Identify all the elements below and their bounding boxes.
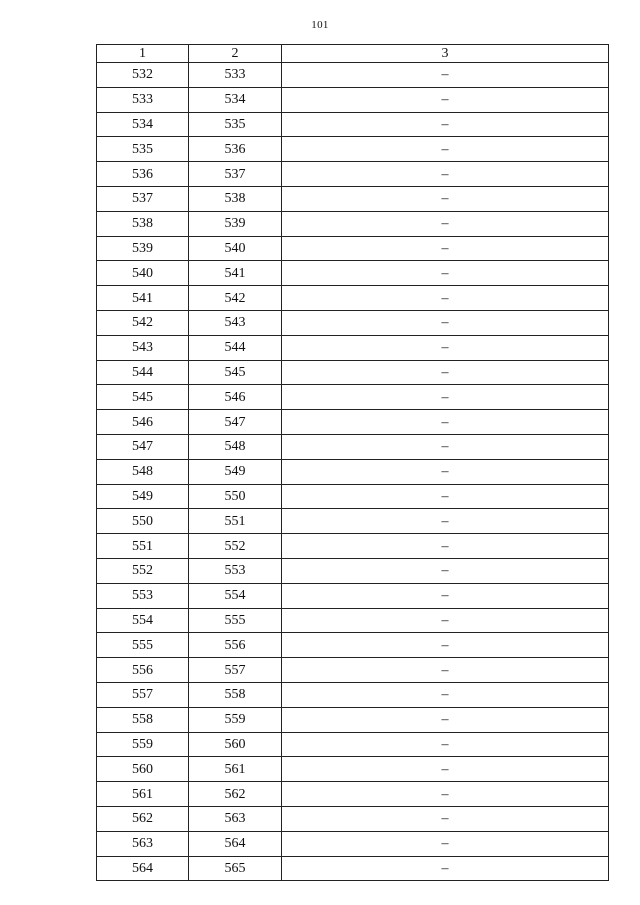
cell-col-2: 536 <box>189 137 282 162</box>
cell-col-3: – <box>282 87 609 112</box>
cell-col-2: 556 <box>189 633 282 658</box>
table-row <box>97 806 609 831</box>
table-row <box>97 459 609 484</box>
cell-col-1: 555 <box>97 633 189 658</box>
table-row <box>97 211 609 236</box>
cell-col-3: – <box>282 509 609 534</box>
cell-col-3: – <box>282 360 609 385</box>
cell-col-2: 564 <box>189 831 282 856</box>
cell-col-2: 560 <box>189 732 282 757</box>
cell-col-1: 554 <box>97 608 189 633</box>
cell-col-1: 539 <box>97 236 189 261</box>
cell-col-2: 537 <box>189 162 282 187</box>
table-row <box>97 261 609 286</box>
cell-col-3: – <box>282 732 609 757</box>
cell-col-2: 549 <box>189 459 282 484</box>
table-row <box>97 782 609 807</box>
cell-col-3: – <box>282 286 609 311</box>
cell-col-1: 546 <box>97 410 189 435</box>
table-row <box>97 831 609 856</box>
cell-col-3: – <box>282 261 609 286</box>
table-row <box>97 707 609 732</box>
table-row <box>97 732 609 757</box>
table-header <box>97 45 609 63</box>
cell-col-3: – <box>282 310 609 335</box>
table-row <box>97 633 609 658</box>
cell-col-3: – <box>282 782 609 807</box>
table-row <box>97 87 609 112</box>
cell-col-2: 546 <box>189 385 282 410</box>
cell-col-3: – <box>282 757 609 782</box>
cell-col-3: – <box>282 335 609 360</box>
cell-col-2: 558 <box>189 682 282 707</box>
cell-col-1: 564 <box>97 856 189 881</box>
cell-col-1: 538 <box>97 211 189 236</box>
cell-col-2: 557 <box>189 658 282 683</box>
cell-col-2: 538 <box>189 186 282 211</box>
table-row <box>97 757 609 782</box>
cell-col-3: – <box>282 236 609 261</box>
cell-col-1: 558 <box>97 707 189 732</box>
cell-col-1: 544 <box>97 360 189 385</box>
column-header-2: 2 <box>189 45 282 63</box>
cell-col-2: 534 <box>189 87 282 112</box>
cell-col-3: – <box>282 459 609 484</box>
table-row <box>97 236 609 261</box>
cell-col-2: 561 <box>189 757 282 782</box>
cell-col-2: 535 <box>189 112 282 137</box>
table-row <box>97 534 609 559</box>
cell-col-3: – <box>282 484 609 509</box>
cell-col-2: 548 <box>189 434 282 459</box>
cell-col-2: 547 <box>189 410 282 435</box>
cell-col-3: – <box>282 410 609 435</box>
cell-col-1: 534 <box>97 112 189 137</box>
table-row <box>97 682 609 707</box>
cell-col-3: – <box>282 137 609 162</box>
cell-col-3: – <box>282 658 609 683</box>
cell-col-1: 532 <box>97 63 189 88</box>
cell-col-1: 549 <box>97 484 189 509</box>
cell-col-1: 542 <box>97 310 189 335</box>
cell-col-3: – <box>282 707 609 732</box>
data-table <box>96 44 609 881</box>
cell-col-3: – <box>282 682 609 707</box>
cell-col-1: 553 <box>97 583 189 608</box>
cell-col-2: 543 <box>189 310 282 335</box>
cell-col-2: 540 <box>189 236 282 261</box>
table-row <box>97 434 609 459</box>
cell-col-1: 545 <box>97 385 189 410</box>
table-row <box>97 335 609 360</box>
cell-col-2: 565 <box>189 856 282 881</box>
cell-col-2: 554 <box>189 583 282 608</box>
cell-col-1: 561 <box>97 782 189 807</box>
table-row <box>97 385 609 410</box>
table-body <box>97 63 609 881</box>
table-row <box>97 360 609 385</box>
cell-col-2: 541 <box>189 261 282 286</box>
cell-col-1: 533 <box>97 87 189 112</box>
cell-col-2: 563 <box>189 806 282 831</box>
cell-col-3: – <box>282 434 609 459</box>
cell-col-2: 562 <box>189 782 282 807</box>
cell-col-1: 540 <box>97 261 189 286</box>
table-row <box>97 608 609 633</box>
cell-col-2: 544 <box>189 335 282 360</box>
table-row <box>97 484 609 509</box>
cell-col-3: – <box>282 831 609 856</box>
cell-col-3: – <box>282 633 609 658</box>
cell-col-1: 541 <box>97 286 189 311</box>
cell-col-1: 535 <box>97 137 189 162</box>
table-row <box>97 310 609 335</box>
cell-col-3: – <box>282 63 609 88</box>
cell-col-3: – <box>282 608 609 633</box>
cell-col-3: – <box>282 806 609 831</box>
table-row <box>97 137 609 162</box>
cell-col-1: 550 <box>97 509 189 534</box>
cell-col-3: – <box>282 856 609 881</box>
cell-col-3: – <box>282 186 609 211</box>
cell-col-2: 542 <box>189 286 282 311</box>
table-row <box>97 286 609 311</box>
cell-col-3: – <box>282 583 609 608</box>
cell-col-1: 557 <box>97 682 189 707</box>
cell-col-1: 551 <box>97 534 189 559</box>
cell-col-3: – <box>282 534 609 559</box>
cell-col-3: – <box>282 112 609 137</box>
cell-col-2: 545 <box>189 360 282 385</box>
cell-col-2: 559 <box>189 707 282 732</box>
cell-col-3: – <box>282 162 609 187</box>
table-row <box>97 162 609 187</box>
cell-col-3: – <box>282 558 609 583</box>
cell-col-1: 560 <box>97 757 189 782</box>
cell-col-2: 533 <box>189 63 282 88</box>
cell-col-2: 539 <box>189 211 282 236</box>
cell-col-2: 552 <box>189 534 282 559</box>
table-row <box>97 63 609 88</box>
cell-col-1: 562 <box>97 806 189 831</box>
column-header-3: 3 <box>282 45 609 63</box>
cell-col-1: 547 <box>97 434 189 459</box>
table-row <box>97 658 609 683</box>
cell-col-1: 536 <box>97 162 189 187</box>
table-row <box>97 186 609 211</box>
cell-col-1: 537 <box>97 186 189 211</box>
cell-col-2: 555 <box>189 608 282 633</box>
header-row <box>97 45 609 63</box>
table-row <box>97 112 609 137</box>
cell-col-1: 552 <box>97 558 189 583</box>
table-row <box>97 583 609 608</box>
cell-col-2: 551 <box>189 509 282 534</box>
table-row <box>97 856 609 881</box>
cell-col-1: 559 <box>97 732 189 757</box>
cell-col-2: 550 <box>189 484 282 509</box>
table-row <box>97 410 609 435</box>
page-number: 101 <box>311 19 329 31</box>
cell-col-1: 548 <box>97 459 189 484</box>
table-row <box>97 558 609 583</box>
cell-col-3: – <box>282 385 609 410</box>
cell-col-1: 556 <box>97 658 189 683</box>
cell-col-1: 543 <box>97 335 189 360</box>
column-header-1: 1 <box>97 45 189 63</box>
table-row <box>97 509 609 534</box>
cell-col-3: – <box>282 211 609 236</box>
cell-col-1: 563 <box>97 831 189 856</box>
cell-col-2: 553 <box>189 558 282 583</box>
